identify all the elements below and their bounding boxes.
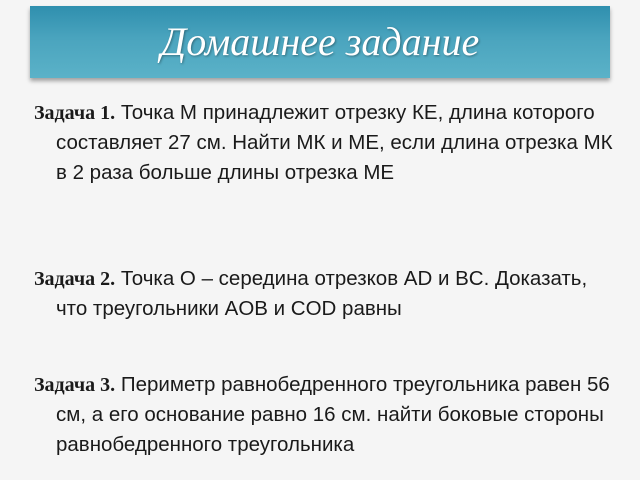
title-bar <box>30 6 610 78</box>
task-1-label: Задача 1. <box>34 102 116 124</box>
slide-title: Домашнее задание <box>160 19 480 64</box>
task-2 <box>34 264 614 324</box>
task-3 <box>34 370 614 460</box>
task-2-label: Задача 2. <box>34 268 116 290</box>
task-2-paragraph <box>34 264 614 324</box>
task-1-paragraph <box>34 98 614 188</box>
task-3-paragraph <box>34 370 614 460</box>
task-3-text: Периметр равнобедренного треугольника равен 56 см, а его основание равно 16 см. найти боковые стороны равнобедренного треугольника <box>56 373 610 456</box>
task-1 <box>34 98 614 188</box>
task-3-label: Задача 3. <box>34 374 116 396</box>
task-1-text: Точка М принадлежит отрезку КЕ, длина которого составляет 27 см. Найти МК и МЕ, если длина отрезка МК в 2 раза больше длины отрезка МЕ <box>56 101 613 184</box>
task-2-text: Точка О – середина отрезков AD и BC. Доказать, что треугольники AOB и COD равны <box>56 267 588 320</box>
